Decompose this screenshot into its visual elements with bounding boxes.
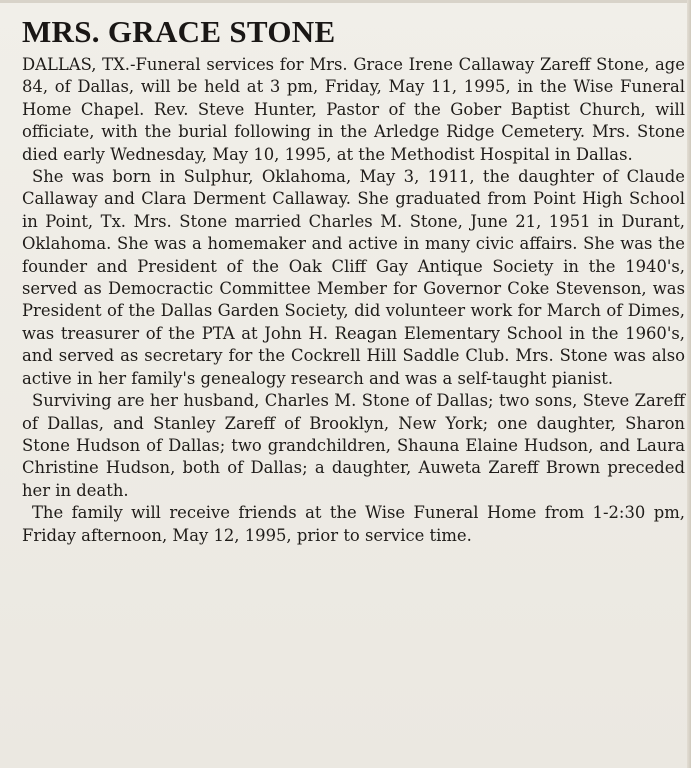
obituary-article [22, 14, 685, 547]
clipping-right-edge [687, 0, 691, 768]
obituary-paragraph-biography: She was born in Sulphur, Oklahoma, May 3, 1911, the daughter of Claude Callaway and Clara Derment Callaway. She graduated from Point High School in Point, Tx. Mrs. Stone married Charles M. Stone, June 21, 1951 in Durant, Oklahoma. She was a homemaker and active in many civic affairs. She was the founder and President of the Oak Cliff Gay Antique Society in the 1940's, served as Democractic Committee Member for Governor Coke Stevenson, was President of the Dallas Garden Society, did volunteer work for March of Dimes, was treasurer of the PTA at John H. Reagan Elementary School in the 1960's, and served as secretary for the Cockrell Hill Saddle Club. Mrs. Stone was also active in her family's genealogy research and was a self-taught pianist. [22, 167, 685, 388]
obituary-paragraph-survivors: Surviving are her husband, Charles M. Stone of Dallas; two sons, Steve Zareff of Dallas, and Stanley Zareff of Brooklyn, New York; one daughter, Sharon Stone Hudson of Dallas; two grandchildren, Shauna Elaine Hudson, and Laura Christine Hudson, both of Dallas; a daughter, Auweta Zareff Brown preceded her in death. [22, 391, 685, 500]
clipping-top-edge [0, 0, 691, 3]
obituary-paragraph-visitation: The family will receive friends at the Wise Funeral Home from 1-2:30 pm, Friday afternoon, May 12, 1995, prior to service time. [22, 503, 685, 545]
obituary-title: MRS. GRACE STONE [22, 14, 336, 49]
obituary-paragraph-announcement: DALLAS, TX.-Funeral services for Mrs. Grace Irene Callaway Zareff Stone, age 84, of Dallas, will be held at 3 pm, Friday, May 11, 1995, in the Wise Funeral Home Chapel. Rev. Steve Hunter, Pastor of the Gober Baptist Church, will officiate, with the burial following in the Arledge Ridge Cemetery. Mrs. Stone died early Wednesday, May 10, 1995, at the Methodist Hospital in Dallas. [22, 55, 685, 164]
